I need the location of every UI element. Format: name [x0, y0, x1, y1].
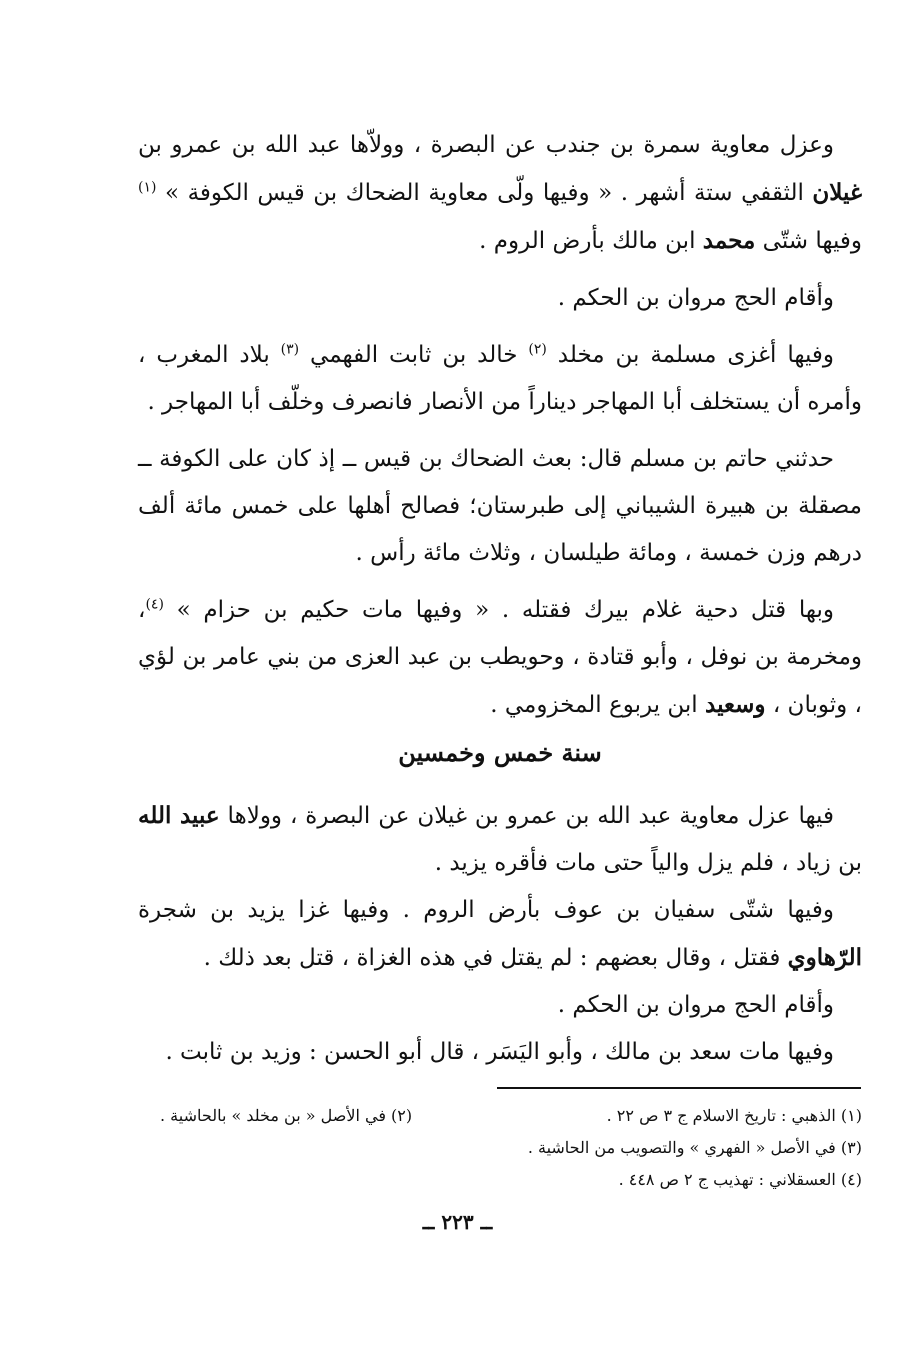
paragraph-3	[138, 332, 862, 426]
text-run: وفيها شتّى سفيان بن عوف بأرض الروم . وفيها غزا يزيد بن شجرة	[138, 897, 834, 923]
text-run: وفيها شتّى	[755, 228, 862, 254]
footnote-marker: (٢)	[528, 341, 547, 358]
main-text-section-1	[138, 122, 862, 729]
paragraph-9	[138, 1029, 862, 1076]
text-run: بن زياد ، فلم يزل والياً حتى مات فأقره يزيد .	[434, 850, 862, 876]
text-run: ابن مالك بأرض الروم .	[479, 228, 703, 254]
page-number: ــ ٢٢٣ ــ	[422, 1210, 493, 1234]
text-run: وأقام الحج مروان بن الحكم .	[557, 285, 834, 311]
section-heading: سنة خمس وخمسين	[398, 738, 602, 767]
bold-text-run: عبيد الله	[138, 802, 220, 829]
paragraph-6	[138, 792, 862, 887]
bold-text-run: محمد	[702, 227, 756, 254]
text-run: فقتل ، وقال بعضهم : لم يقتل في هذه الغزاة ، قتل بعد ذلك .	[203, 945, 788, 971]
paragraph-4	[138, 436, 862, 577]
text-run: ، ومخرمة بن نوفل ، وأبو قتادة ، وحويطب بن عبد العزى من بني عامر بن لؤي ، وثوبان ،	[138, 597, 862, 718]
text-run: خالد بن ثابت الفهمي	[299, 342, 529, 368]
text-run: وعزل معاوية سمرة بن جندب عن البصرة ، وولاّها عبد الله بن عمرو بن	[138, 132, 834, 158]
text-run: الثقفي ستة أشهر . « وفيها ولّى معاوية الضحاك بن قيس الكوفة »	[156, 180, 813, 206]
bold-text-run: غيلان	[812, 179, 862, 206]
bold-text-run: الرّهاوي	[787, 944, 862, 971]
text-run: وبها قتل دحية غلام بيرك فقتله . « وفيها مات حكيم بن حزام »	[163, 597, 834, 623]
paragraph-2	[138, 275, 862, 322]
paragraph-1	[138, 122, 862, 265]
footnote-divider	[497, 1087, 861, 1089]
paragraph-5	[138, 587, 862, 729]
main-text-section-2	[138, 792, 862, 1076]
text-run: وفيها مات سعد بن مالك ، وأبو اليَسَر ، قال أبو الحسن : وزيد بن ثابت .	[165, 1039, 834, 1065]
footnote-1: (١) الذهبي : تاريخ الاسلام ج ٣ ص ٢٢ .	[606, 1106, 862, 1125]
text-run: وأقام الحج مروان بن الحكم .	[557, 992, 834, 1018]
paragraph-7	[138, 887, 862, 982]
footnote-marker: (١)	[138, 179, 157, 196]
bold-text-run: وسعيد	[705, 691, 766, 718]
footnote-3: (٣) في الأصل « الفهري » والتصويب من الحاشية .	[527, 1138, 862, 1157]
footnote-4: (٤) العسقلاني : تهذيب ج ٢ ص ٤٤٨ .	[618, 1170, 862, 1189]
text-run: ابن يربوع المخزومي .	[490, 692, 706, 718]
text-run: فيها عزل معاوية عبد الله بن عمرو بن غيلان عن البصرة ، وولاها	[219, 803, 834, 829]
footnote-marker: (٤)	[145, 596, 164, 613]
text-run: وفيها أغزى مسلمة بن مخلد	[546, 342, 834, 368]
footnote-2: (٢) في الأصل « بن مخلد » بالحاشية .	[160, 1106, 413, 1125]
paragraph-8	[138, 982, 862, 1029]
text-run: بلاد المغرب ، وأمره أن يستخلف أبا المهاجر ديناراً من الأنصار فانصرف وخلّف أبا المهاجر .	[138, 342, 862, 415]
footnote-marker: (٣)	[280, 341, 300, 358]
text-run: حدثني حاتم بن مسلم قال: بعث الضحاك بن قيس ــ إذ كان على الكوفة ــ مصقلة بن هبيرة الشيباني إلى طبرستان؛ فصالح أهلها على خمس مائة ألف درهم وزن خمسة ، ومائة طيلسان ، وثلاث مائة رأس .	[138, 446, 862, 566]
footnotes	[160, 1100, 862, 1196]
